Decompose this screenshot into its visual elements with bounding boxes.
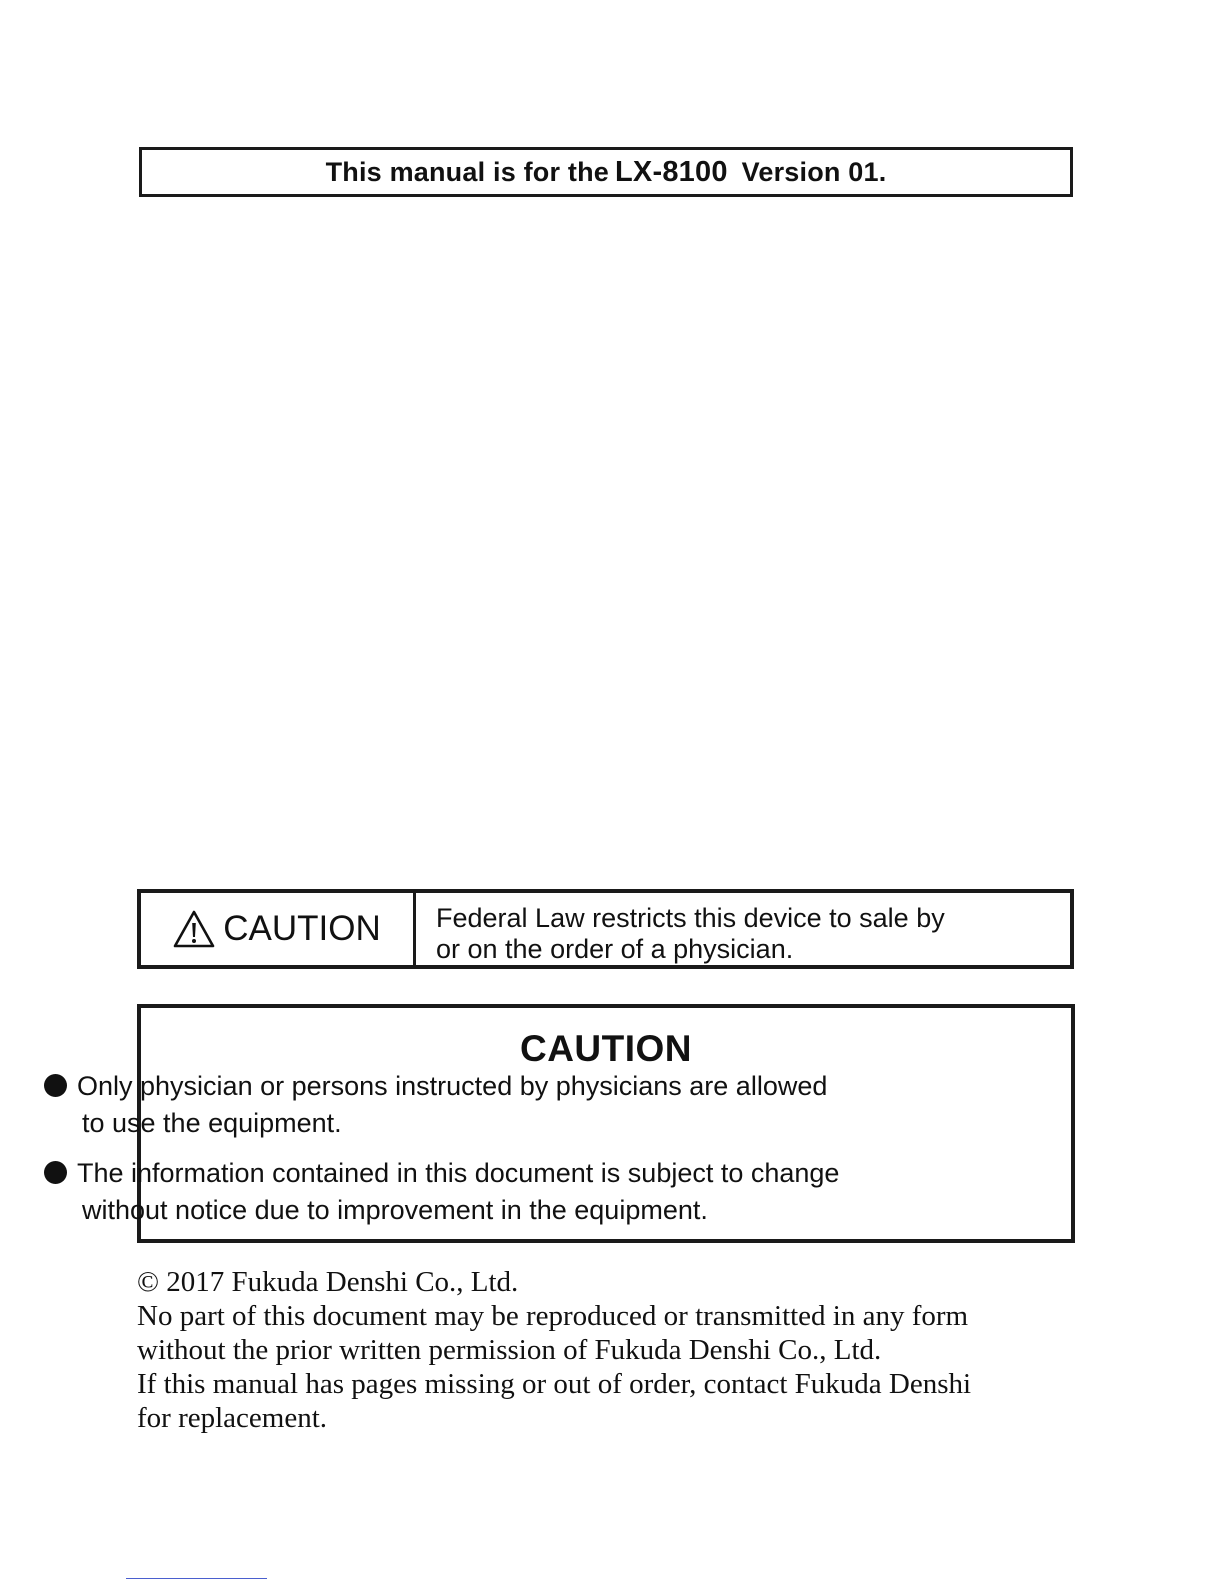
replacement-notice-line: for replacement.	[137, 1402, 328, 1434]
caution-box-title: CAUTION	[519, 1028, 693, 1069]
caution-item-line-1: Only physician or persons instructed by physicians are allowed	[77, 1071, 828, 1101]
caution-item-line-2: without notice due to improvement in the equipment.	[82, 1195, 708, 1225]
bullet-dot-icon	[44, 1074, 67, 1097]
copyright-notice-line: No part of this document may be reproduced or transmitted in any form	[137, 1300, 969, 1332]
caution-item	[44, 1155, 839, 1229]
replacement-notice-line: If this manual has pages missing or out of order, contact Fukuda Denshi	[137, 1368, 972, 1400]
copyright-block	[137, 1265, 1097, 1435]
version-notice-prefix: This manual is for the	[325, 156, 610, 187]
version-notice-box	[139, 147, 1073, 197]
caution-text-cell	[416, 893, 1070, 965]
footer-rule	[126, 1578, 267, 1579]
model-number: LX-8100	[615, 155, 728, 188]
copyright-line: © 2017 Fukuda Denshi Co., Ltd.	[137, 1266, 519, 1298]
caution-item	[44, 1068, 827, 1142]
caution-item-line-2: to use the equipment.	[82, 1108, 342, 1138]
caution-text-line-1: Federal Law restricts this device to sale by	[436, 903, 945, 933]
caution-text-line-2: or on the order of a physician.	[436, 934, 794, 964]
caution-label-cell	[141, 893, 416, 965]
version-notice-suffix: Version 01.	[741, 156, 887, 187]
bullet-dot-icon	[44, 1161, 67, 1184]
caution-label: CAUTION	[223, 909, 381, 948]
warning-triangle-icon	[173, 910, 215, 948]
federal-law-caution-table	[137, 889, 1074, 969]
copyright-notice-line: without the prior written permission of Fukuda Denshi Co., Ltd.	[137, 1334, 882, 1366]
caution-item-line-1: The information contained in this document is subject to change	[77, 1158, 840, 1188]
